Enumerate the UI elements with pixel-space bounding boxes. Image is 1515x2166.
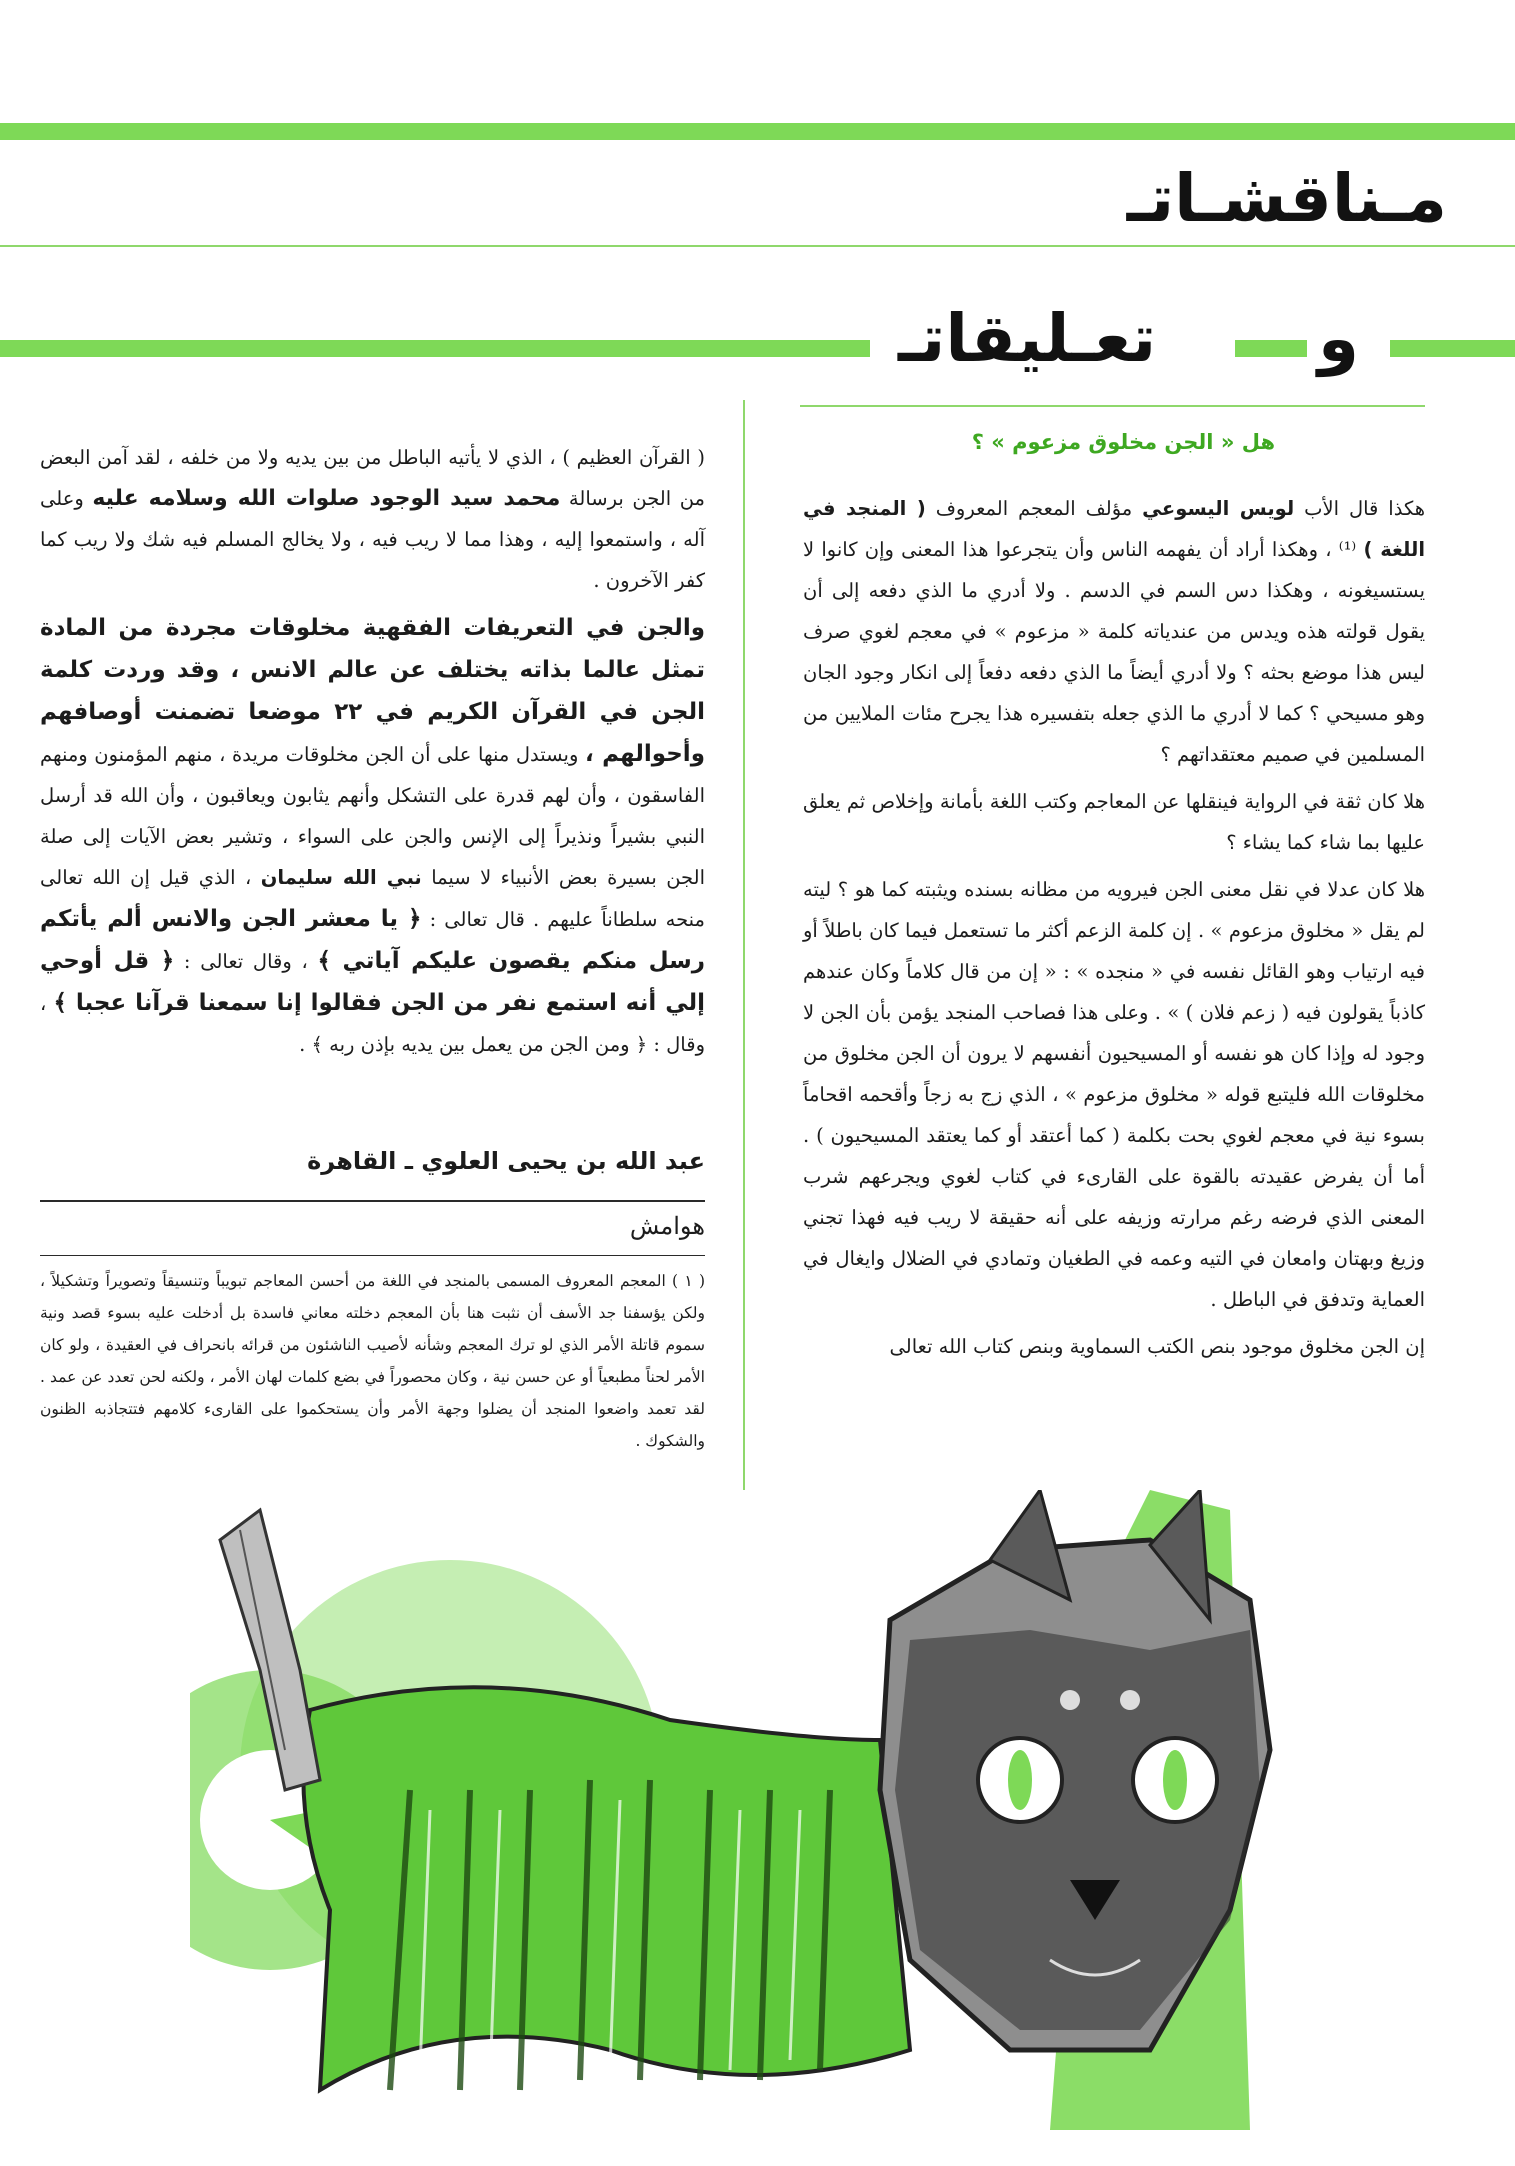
column-divider: [743, 400, 745, 1490]
paragraph: هلا كان ثقة في الرواية فينقلها عن المعاجم وكتب اللغة بأمانة وإخلاص ثم يعلق عليها بما شاء كما يشاء ؟: [803, 790, 1425, 854]
footnote-text: ( ١ ) المعجم المعروف المسمى بالمنجد في اللغة من أحسن المعاجم تبويباً وتنسيقاً وتصويراً وتشكيلاً ، ولكن يؤسفنا جد الأسف أن نثبت هنا بأن المعجم دخلته معاني فاسدة بل أدخلت عليه بسوء قصد ونية سموم قاتلة الأمر الذي لو ترك المعجم وشأنه لأصيب الناشئون من قرائه بانحراف في العقيدة ، ولو كان الأمر لحناً مطبعياً أو عن حسن نية ، وكان محصوراً في بضع كلمات لهان الأمر ، ولكنه لحن تعدد عن عمد . لقد تعمد واضعوا المنجد أن يضلوا وجهة الأمر وأن يستحكموا على القارىء كلامهم فتتجاذبه الظنون والشكوك .: [40, 1272, 705, 1450]
section-title-comments: تعـليقاتـ: [898, 300, 1157, 377]
solomon-name: نبي الله سليمان: [260, 866, 422, 889]
header-top-band: [0, 123, 1515, 140]
book-name: ( المنجد في اللغة ): [803, 497, 1426, 561]
paragraph: ( القرآن العظيم ) ، الذي لا يأتيه الباطل من بين يديه ولا من خلفه ، لقد آمن البعض من الجن برسالة محمد سيد الوجود صلوات الله وسلامه عليه وعلى آله ، واستمعوا إليه ، وهذا مما لا ريب فيه ، ولا يخالج المسلم فيه شك ولا ريب كما كفر الآخرون .: [40, 446, 706, 592]
author-signature: عبد الله بن يحيى العلوي ـ القاهرة: [307, 1147, 705, 1175]
quran-verse: ﴿ يا معشر الجن والانس ألم يأتكم رسل منكم يقصون عليكم آياتي ﴾: [40, 906, 705, 974]
paragraph: هكذا قال الأب لويس اليسوعي مؤلف المعجم المعروف ( المنجد في اللغة ) ⁽¹⁾ ، وهكذا أراد أن يفهمه الناس وأن يتجرعوا هذا المعنى وإن كانوا لا يستسيغونه ، وهكذا دس السم في الدسم . ولا أدري ما الذي دفعه إلى أن يقول قولته هذه ويدس من عندياته كلمة « مزعوم » في معجم لغوي صرف ليس هذا موضع بحثه ؟ ولا أدري أيضاً ما الذي دفعه دفعاً إلى انكار وجود الجان وهو مسيحي ؟ كما لا أدري ما الذي جعله بتفسيره هذا يجرح مئات الملايين من المسلمين في صميم معتقداتهم ؟: [803, 497, 1426, 766]
author-name: لويس اليسوعي: [1142, 497, 1295, 520]
header-mid-band-center: [1235, 340, 1307, 357]
footnote-title-rule: [40, 1255, 705, 1256]
illustration-jinn-creature: [190, 1490, 1420, 2140]
paragraph: إن الجن مخلوق موجود بنص الكتب السماوية وبنص كتاب الله تعالى: [889, 1335, 1425, 1358]
paragraph: والجن في التعريفات الفقهية مخلوقات مجردة من المادة تمثل عالما بذاته يختلف عن عالم الانس ، وقد وردت كلمة الجن في القرآن الكريم في ٢٢ موضعا تضمنت أوصافهم وأحوالهم ، ويستدل منها على أن الجن مخلوقات مريدة ، منهم المؤمنون ومنهم الفاسقون ، وأن لهم قدرة على التشكل وأنهم يثابون ويعاقبون ، وأن الله قد أرسل النبي بشيراً ونذيراً إلى الإنس والجن على السواء ، وتشير بعض الآيات إلى صلة الجن بسيرة بعض الأنبياء لا سيما نبي الله سليمان ، الذي قيل إن الله تعالى منحه سلطاناً عليهم . قال تعالى : ﴿ يا معشر الجن والانس ألم يأتكم رسل منكم يقصون عليكم آياتي ﴾ ، وقال تعالى : ﴿ قل أوحي إلي أنه استمع نفر من الجن فقالوا إنا سمعنا قرآنا عجبا ﴾ ، وقال : ﴿ ومن الجن من يعمل بين يديه بإذن ربه ﴾ .: [40, 615, 706, 1056]
paragraph: هلا كان عدلا في نقل معنى الجن فيرويه من مظانه بسنده ويثبته كما هو ؟ ليته لم يقل « مخلوق مزعوم » . إن كلمة الزعم أكثر ما تستعمل فيما كان باطلاً أو فيه ارتياب وهو القائل نفسه في « منجده » : « إن من قال كلاماً وكان عندهم كاذباً يقولون فيه ( زعم فلان ) » . وعلى هذا فصاحب المنجد يؤمن بأن الجن لا وجود له وإذا كان هو نفسه أو المسيحيون أنفسهم لا يرون أن الجن مخلوق من مخلوقات الله فليتبع قوله « مخلوق مزعوم » ، الذي زج به زجاً وأقحمه اقحاماً بسوء نية في معجم لغوي بحت بكلمة ( كما أعتقد أو كما يعتقد المسيحيون ) . أما أن يفرض عقيدته بالقوة على القارىء في كتاب لغوي ويجرعهم شرب المعنى الذي فرضه رغم مرارته وزيفه على أنه حقيقة لا ريب فيه فهذا تجني وزيغ وبهتان وامعان في التيه وعمه في الطغيان وتمادي في الضلال وايغال في العماية وتدفق في الباطل .: [803, 878, 1425, 1311]
footnotes-title: هوامش: [629, 1212, 705, 1240]
header-mid-band-left: [0, 340, 870, 357]
prophet-name: محمد سيد الوجود صلوات الله وسلامه عليه: [92, 486, 561, 511]
header-divider: [0, 245, 1515, 247]
header-mid-band-right: [1390, 340, 1515, 357]
section-title-discussions: مـناقشـاتـ: [1126, 160, 1447, 237]
section-title-waw: و: [1318, 300, 1360, 377]
question-rule: [800, 405, 1425, 407]
footnote-rule: [40, 1200, 705, 1202]
question-title: هل « الجن مخلوق مزعوم » ؟: [971, 430, 1275, 454]
quran-verse: ﴿ قل أوحي إلي أنه استمع نفر من الجن فقالوا إنا سمعنا قرآنا عجبا ﴾: [40, 948, 706, 1016]
right-column-text: [803, 488, 1425, 1373]
left-column-text: [40, 437, 705, 1071]
